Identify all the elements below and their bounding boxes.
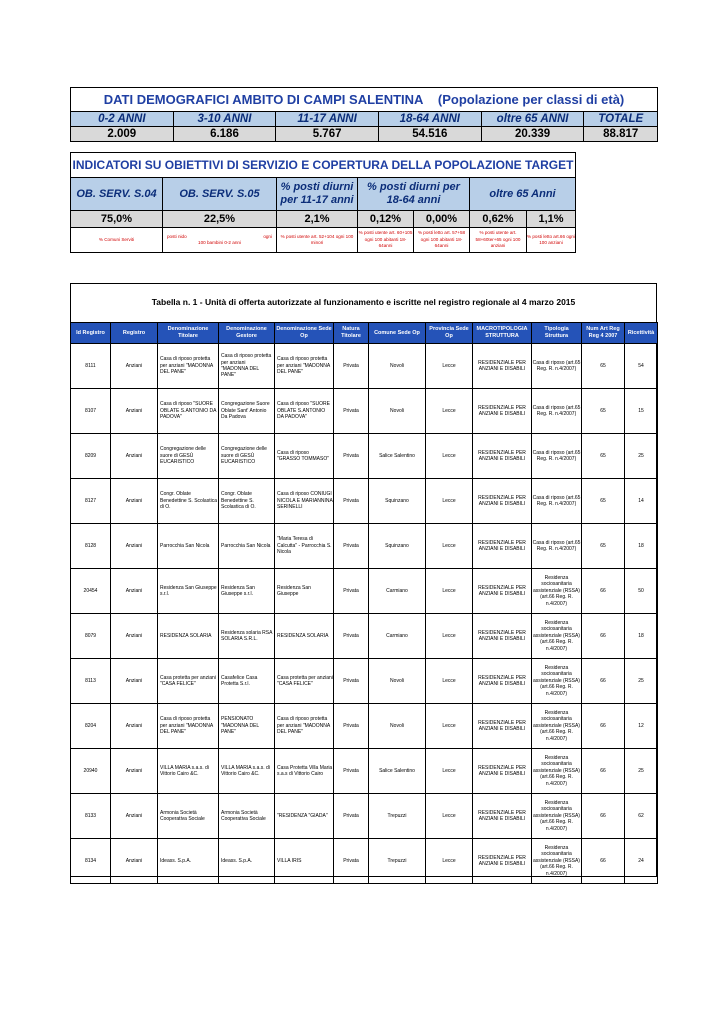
table-row [71,659,658,704]
indicators-title: INDICATORI SU OBIETTIVI DI SERVIZIO E COPERTURA DELLA POPOLAZIONE TARGET [71,153,576,178]
table-cell: Ideass. S.p.A. [219,839,275,884]
registry-body [71,344,658,884]
table-cell: PENSIONATO "MADONNA DEL PANE" [219,704,275,749]
registry-column-header: MACROTIPOLOGIA STRUTTURA [473,323,532,344]
table-cell: Residenza sociosanitaria assistenziale (RSSA) (art.66 Reg. R. n.4/2007) [532,659,582,704]
registry-title: Tabella n. 1 - Unità di offerta autorizzate al funzionamento e iscritte nel registro regionale al 4 marzo 2015 [151,297,576,307]
table-cell: 66 [582,749,625,794]
table-cell: RESIDENZIALE PER ANZIANI E DISABILI [473,749,532,794]
indicator-note: % posti letto art. 57+58 ogni 100 abitanti 18-64anni [414,228,470,253]
table-cell: RESIDENZIALE PER ANZIANI E DISABILI [473,659,532,704]
table-row [71,434,658,479]
indicator-note: % posti utente art. 52+104 ogni 100 minori [277,228,358,253]
table-cell: RESIDENZIALE PER ANZIANI E DISABILI [473,524,532,569]
table-row [71,479,658,524]
registry-section [70,283,657,877]
table-cell: Anziani [111,704,158,749]
table-cell: Residenza sociosanitaria assistenziale (RSSA) (art.66 Reg. R. n.4/2007) [532,569,582,614]
table-cell: Salice Salentino [369,749,426,794]
table-cell: Lecce [426,569,473,614]
indicator-note: posti nido ogni 100 bambini 0-2 anni [163,228,277,253]
table-cell: 66 [582,614,625,659]
table-cell: VILLA IRIS [275,839,334,884]
table-cell: Congr. Oblate Benedettine S. Scolastica di O. [219,479,275,524]
table-cell: 66 [582,704,625,749]
table-cell: Lecce [426,434,473,479]
table-cell: Congregazione delle suore di GESÙ EUCARISTICO [219,434,275,479]
table-cell: Privata [334,614,369,659]
table-cell: Carmiano [369,614,426,659]
table-cell: RESIDENZIALE PER ANZIANI E DISABILI [473,434,532,479]
table-cell: Privata [334,434,369,479]
indicators-table [70,152,576,253]
demographics-header: 11-17 ANNI [276,112,379,127]
indicators-value: 0,12% [358,211,414,228]
table-cell: 65 [582,389,625,434]
demographics-value: 6.186 [173,127,276,142]
table-cell: 50 [625,569,658,614]
table-cell: Novoli [369,704,426,749]
indicator-note: % Comuni Serviti [71,228,163,253]
table-cell: Anziani [111,389,158,434]
table-cell: 8111 [71,344,111,389]
table-cell: 62 [625,794,658,839]
table-cell: Residenza San Giuseppe s.r.l. [219,569,275,614]
table-cell: "RESIDENZA "GIADA" [275,794,334,839]
table-cell: Lecce [426,479,473,524]
table-cell: Residenza sociosanitaria assistenziale (RSSA) (art.66 Reg. R. n.4/2007) [532,794,582,839]
demographics-value: 20.339 [481,127,584,142]
demographics-header: 3-10 ANNI [173,112,276,127]
table-cell: Armonia Società Cooperativa Sociale [219,794,275,839]
table-row [71,839,658,884]
table-cell: Casa di riposo (art.65 Reg. R. n.4/2007) [532,389,582,434]
table-cell: 8209 [71,434,111,479]
table-cell: RESIDENZIALE PER ANZIANI E DISABILI [473,389,532,434]
table-cell: Casafelice Casa Protetta S.r.l. [219,659,275,704]
table-cell: Casa di riposo (art.65 Reg. R. n.4/2007) [532,344,582,389]
table-cell: Anziani [111,524,158,569]
demographics-header: 0-2 ANNI [71,112,174,127]
table-cell: RESIDENZIALE PER ANZIANI E DISABILI [473,794,532,839]
table-cell: Privata [334,704,369,749]
indicator-note: % posti utente art. 60+105 ogni 100 abitanti 18-64anni [358,228,414,253]
table-cell: Anziani [111,434,158,479]
table-cell: Congr. Oblate Benedettine S. Scolastica di O. [158,479,219,524]
table-cell: 14 [625,479,658,524]
table-cell: Residenza sociosanitaria assistenziale (RSSA) (art.66 Reg. R. n.4/2007) [532,839,582,884]
table-cell: Ideass. S.p.A. [158,839,219,884]
table-cell: 65 [582,344,625,389]
table-cell: 25 [625,434,658,479]
table-cell: VILLA MARIA s.a.s. di Vittorio Cairo &C. [219,749,275,794]
indicators-value: 22,5% [163,211,277,228]
table-cell: Lecce [426,659,473,704]
indicator-note: % posti letto art.66 ogni 100 anziani [527,228,576,253]
table-cell: VILLA MARIA s.a.s. di Vittorio Cairo &C. [158,749,219,794]
table-cell: Anziani [111,569,158,614]
table-cell: Casa di riposo "SUORE OBLATE S.ANTONIO DA PADOVA" [275,389,334,434]
table-cell: Casa di riposo protetta per anziani "MADONNA DEL PANE" [158,704,219,749]
indicators-value: 1,1% [527,211,576,228]
table-cell: RESIDENZIALE PER ANZIANI E DISABILI [473,344,532,389]
table-cell: RESIDENZIALE PER ANZIANI E DISABILI [473,569,532,614]
table-cell: Lecce [426,839,473,884]
demographics-header: oltre 65 ANNI [481,112,584,127]
indicators-value: 75,0% [71,211,163,228]
table-cell: Squinzano [369,479,426,524]
table-cell: 8079 [71,614,111,659]
table-cell: 8134 [71,839,111,884]
table-row [71,794,658,839]
table-cell: Salice Salentino [369,434,426,479]
table-cell: 8107 [71,389,111,434]
table-cell: 8128 [71,524,111,569]
registry-table [70,322,658,884]
indicators-header: % posti diurni per 11-17 anni [277,178,358,211]
table-cell: Lecce [426,614,473,659]
table-cell: 65 [582,479,625,524]
table-cell: 66 [582,569,625,614]
table-cell: Casa di riposo (art.65 Reg. R. n.4/2007) [532,479,582,524]
table-cell: 66 [582,659,625,704]
table-cell: 65 [582,524,625,569]
table-cell: Privata [334,344,369,389]
demographics-value: 54.516 [378,127,481,142]
table-cell: Novoli [369,344,426,389]
table-cell: 66 [582,794,625,839]
table-cell: Casa protetta per anziani "CASA FELICE" [275,659,334,704]
indicators-notes-row [71,228,576,253]
table-cell: Privata [334,479,369,524]
table-cell: "Maria Teresa di Calcutta" - Parrocchia S. Nicola [275,524,334,569]
indicators-header: OB. SERV. S.04 [71,178,163,211]
table-cell: Trepuzzi [369,839,426,884]
table-cell: Casa di riposo protetta per anziani "MADONNA DEL PANE" [275,344,334,389]
table-cell: RESIDENZA SOLARIA [275,614,334,659]
table-cell: Novoli [369,389,426,434]
indicators-value: 0,00% [414,211,470,228]
registry-column-header: Registro [111,323,158,344]
table-cell: Privata [334,839,369,884]
table-cell: RESIDENZIALE PER ANZIANI E DISABILI [473,614,532,659]
table-cell: Anziani [111,749,158,794]
indicators-header: % posti diurni per 18-64 anni [358,178,470,211]
table-cell: 8127 [71,479,111,524]
table-cell: Privata [334,659,369,704]
table-cell: Novoli [369,659,426,704]
demographics-values-row [71,127,658,142]
table-cell: Privata [334,794,369,839]
table-cell: Casa di riposo "SUORE OBLATE S.ANTONIO DA PADOVA" [158,389,219,434]
table-cell: Casa di riposo (art.65 Reg. R. n.4/2007) [532,524,582,569]
demographics-value: 2.009 [71,127,174,142]
table-cell: Casa di riposo "GRASSO TOMMASO" [275,434,334,479]
registry-column-header: Ricettività [625,323,658,344]
table-cell: Parrocchia San Nicola [158,524,219,569]
table-cell: Residenza San Giuseppe s.r.l. [158,569,219,614]
table-cell: 12 [625,704,658,749]
table-cell: Lecce [426,389,473,434]
demographics-value: 88.817 [584,127,658,142]
registry-column-header: Comune Sede Op [369,323,426,344]
table-cell: Congregazione Suore Oblate Sant' Antonio Da Padova [219,389,275,434]
table-cell: 54 [625,344,658,389]
registry-column-header: Tipologia Struttura [532,323,582,344]
table-cell: Residenza solaria RSA SOLARIA S.R.L. [219,614,275,659]
demographics-header-row [71,112,658,127]
table-cell: Parrocchia San Nicola [219,524,275,569]
table-cell: 8133 [71,794,111,839]
demographics-value: 5.767 [276,127,379,142]
table-cell: Anziani [111,794,158,839]
table-cell: 20454 [71,569,111,614]
table-cell: Armonia Società Cooperativa Sociale [158,794,219,839]
table-cell: Residenza sociosanitaria assistenziale (RSSA) (art.66 Reg. R. n.4/2007) [532,614,582,659]
table-cell: Squinzano [369,524,426,569]
table-row [71,389,658,434]
registry-column-header: Denominazione Gestore [219,323,275,344]
table-cell: 20940 [71,749,111,794]
registry-column-header: Denominazione Titolare [158,323,219,344]
demographics-table [70,87,658,142]
table-cell: RESIDENZA SOLARIA [158,614,219,659]
indicators-header: oltre 65 Anni [470,178,576,211]
table-cell: 65 [582,434,625,479]
table-cell: Privata [334,524,369,569]
table-cell: Residenza sociosanitaria assistenziale (RSSA) (art.66 Reg. R. n.4/2007) [532,749,582,794]
table-cell: Casa di riposo (art.65 Reg. R. n.4/2007) [532,434,582,479]
table-row [71,344,658,389]
registry-header-row [71,323,658,344]
table-cell: Anziani [111,839,158,884]
table-cell: Privata [334,569,369,614]
table-cell: Casa di riposo protetta per anziani "MADONNA DEL PANE" [158,344,219,389]
registry-column-header: Denominazione Sede Op [275,323,334,344]
demographics-header: TOTALE [584,112,658,127]
indicators-value: 2,1% [277,211,358,228]
table-cell: 24 [625,839,658,884]
table-row [71,614,658,659]
table-cell: 18 [625,524,658,569]
table-cell: Anziani [111,659,158,704]
indicator-note: % posti utente art. 58+60ter+65 ogni 100 anziani [470,228,527,253]
table-cell: Casa protetta per anziani "CASA FELICE" [158,659,219,704]
table-cell: Anziani [111,614,158,659]
demographics-header: 18-64 ANNI [378,112,481,127]
registry-column-header: Id Registro [71,323,111,344]
table-cell: 66 [582,839,625,884]
indicators-value: 0,62% [470,211,527,228]
table-cell: 8204 [71,704,111,749]
table-cell: Residenza sociosanitaria assistenziale (RSSA) (art.66 Reg. R. n.4/2007) [532,704,582,749]
table-cell: Lecce [426,524,473,569]
table-cell: Casa di riposo protetta per anziani "MADONNA DEL PANE" [219,344,275,389]
table-cell: Carmiano [369,569,426,614]
table-cell: Casa Protetta Villa Maria s.a.s di Vittorio Cairo [275,749,334,794]
registry-column-header: Num Art Reg Reg 4 2007 [582,323,625,344]
table-cell: 18 [625,614,658,659]
demographics-title: DATI DEMOGRAFICI AMBITO DI CAMPI SALENTINA (Popolazione per classi di età) [71,88,658,112]
table-row [71,749,658,794]
table-cell: 25 [625,659,658,704]
table-cell: RESIDENZIALE PER ANZIANI E DISABILI [473,479,532,524]
table-cell: Residenza San Giuseppe [275,569,334,614]
indicators-header-row [71,178,576,211]
table-row [71,569,658,614]
table-cell: Anziani [111,344,158,389]
table-cell: Privata [334,389,369,434]
registry-column-header: Provincia Sede Op [426,323,473,344]
table-cell: Congregazione delle suore di GESÙ EUCARISTICO [158,434,219,479]
table-cell: Casa di riposo CONIUGI NICOLA E MARIANNINA SERINELLI [275,479,334,524]
table-cell: Trepuzzi [369,794,426,839]
table-cell: Lecce [426,704,473,749]
indicators-values-row [71,211,576,228]
table-cell: RESIDENZIALE PER ANZIANI E DISABILI [473,704,532,749]
table-cell: 25 [625,749,658,794]
table-cell: RESIDENZIALE PER ANZIANI E DISABILI [473,839,532,884]
table-cell: Lecce [426,749,473,794]
table-cell: 15 [625,389,658,434]
table-cell: 8113 [71,659,111,704]
table-row [71,704,658,749]
table-cell: Casa di riposo protetta per anziani "MADONNA DEL PANE" [275,704,334,749]
table-cell: Privata [334,749,369,794]
table-cell: Anziani [111,479,158,524]
table-row [71,524,658,569]
table-cell: Lecce [426,344,473,389]
indicators-header: OB. SERV. S.05 [163,178,277,211]
table-cell: Lecce [426,794,473,839]
registry-column-header: Natura Titolare [334,323,369,344]
